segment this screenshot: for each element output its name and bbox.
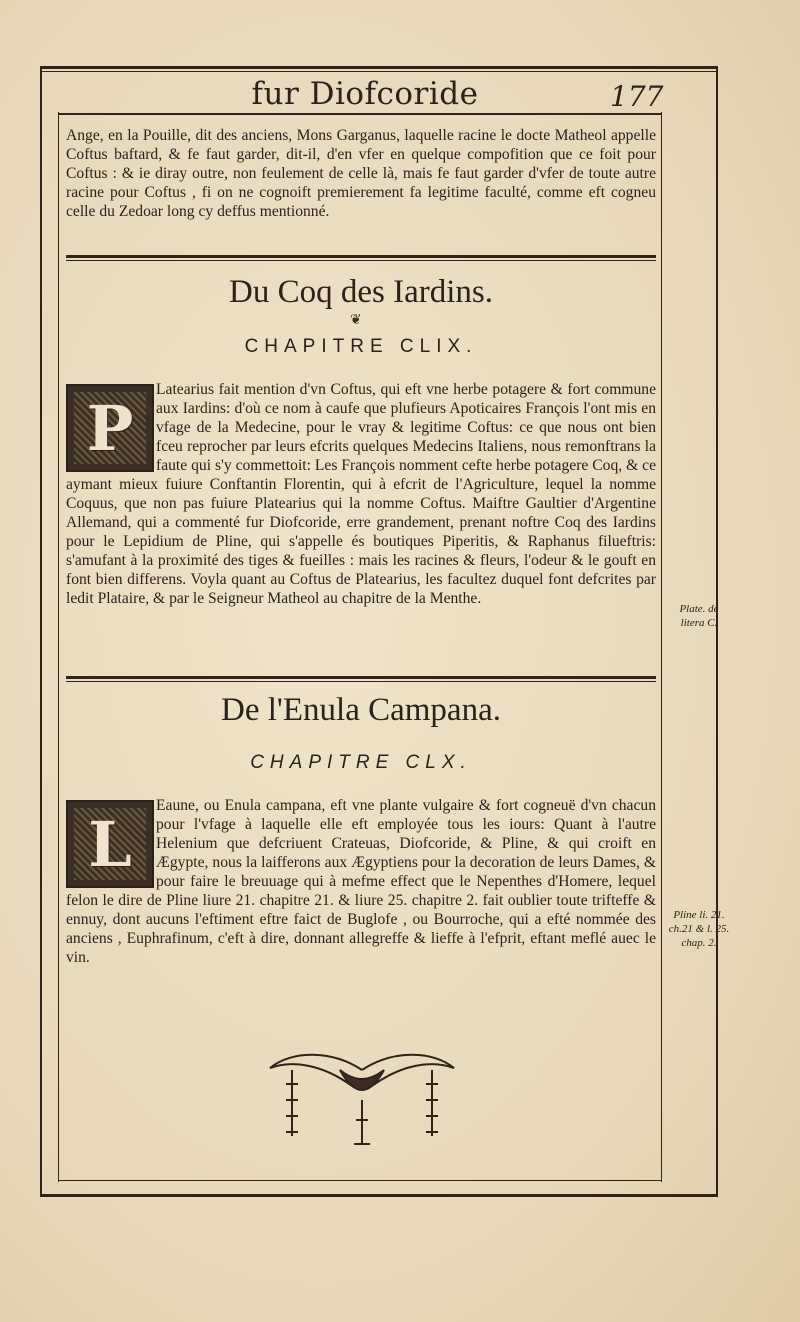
section1-body: Latearius fait mention d'vn Coftus, qui eft vne herbe potagere & fort commune aux Iardins: d'où ce nom à caufe que plufieurs Apoticaires François l'ont mis en vfage de la Medecine, pour le vray & legitime Coftus: ce que nous ont bien fceu reprocher par leurs efcrits quelques Medecins Italiens, nous remonftrans la faute qui s'y commettoit: Les François nomment cefte herbe potagere Coq, & ce aymant mieux fuiure Conftantin Florentin, qui à efcrit de l'Agriculture, lequel la nomme Coquus, que non pas fuiure Platearius qui la nomme Coftus. Maiftre Gaultier d'Argentine Allemand, qui a commenté fur Diofcoride, erre grandement, prenant noftre Coq des Iardins pour le Lepidium de Pline, qui s'appelle és boutiques Piperitis, & Raphanus filueftris: s'amufant à la proximité des tiges & fueilles : mais les racines & fleurs, l'odeur & le gouft en font bien differens. Voyla quant au Coftus de Platearius, les facultez duquel font defcrites par ledit Plataire, & par le Seigneur Matheol au chapitre de la Menthe. bbox=[66, 381, 656, 607]
frame-bottom-rule bbox=[40, 1194, 718, 1197]
fleuron-ornament: ❦ bbox=[350, 312, 362, 328]
section2-chapter: CHAPITRE CLX. bbox=[250, 752, 472, 773]
ornament-pendant-right bbox=[426, 1070, 438, 1136]
section2-title: De l'Enula Campana. bbox=[221, 692, 501, 728]
drop-cap-spacer bbox=[66, 380, 156, 466]
section1-top-rule-thin bbox=[66, 260, 656, 261]
frame-right-rule bbox=[716, 66, 718, 1196]
text-column-right-rule bbox=[661, 112, 662, 1182]
section2-top-rule bbox=[66, 676, 656, 679]
margin-note-platearius: Plate. de litera C. bbox=[679, 603, 719, 629]
frame-left-rule bbox=[40, 66, 42, 1196]
section1-top-rule bbox=[66, 255, 656, 258]
intro-paragraph: Ange, en la Pouille, dit des anciens, Mons Garganus, laquelle racine le docte Matheol appelle Coftus baftard, & fe faut garder, dit-il, d'en vfer en quelque compofition que ce foit pour Coftus : & ie diray outre, non feulement de celle là, mais fe faut garder d'vfer de toute autre racine pour Coftus , fi on ne cognoift premierement fa legitime faculté, comme eft cogneu celle du Zedoar long cy deffus mentionné. bbox=[66, 127, 656, 220]
running-header-title: fur Diofcoride bbox=[251, 76, 479, 112]
margin-note-pline: Pline li. 21. ch.21 & l. 25. chap. 2. bbox=[668, 909, 730, 949]
drop-cap-letter: L bbox=[88, 807, 132, 881]
section1-title: Du Coq des Iardins. bbox=[229, 274, 493, 310]
ornament-tassel bbox=[354, 1100, 370, 1144]
header-underline bbox=[58, 113, 662, 115]
frame-top-rule-thin bbox=[40, 71, 718, 72]
text-column-left-rule bbox=[58, 112, 59, 1182]
section2-top-rule-thin bbox=[66, 681, 656, 682]
page-number: 177 bbox=[610, 80, 664, 113]
drop-cap-letter: P bbox=[86, 391, 134, 465]
ornament-pendant-left bbox=[286, 1070, 298, 1136]
section2-body: Eaune, ou Enula campana, eft vne plante vulgaire & fort cogneuë d'vn chacun pour l'vfage à laquelle elle eft employée tous les iours: Quant à l'autre Helenium que defcriuent Crateuas, Diofcoride, & Pline, & qui croift en Ægypte, nous la laifferons aux Ægyptiens pour la decoration de leurs Dames, & pour faire le breuuage qui à mefme effect que le Nepenthes d'Homere, lequel felon le dire de Pline liure 21. chapitre 21. & liure 25. chapitre 2. fait oublier toute trifteffe & ennuy, dont aucuns l'eftiment eftre faict de Buglofe , ou Bourroche, qui a efté nommée des anciens , Euphrafinum, c'eft à dire, donnant allegreffe & lieffe à l'efprit, eftant meflé auec le vin. bbox=[66, 797, 656, 966]
ornament-mask bbox=[340, 1070, 384, 1090]
frame-top-rule bbox=[40, 66, 718, 69]
section1-chapter: CHAPITRE CLIX. bbox=[244, 336, 478, 357]
tailpiece-ornament bbox=[262, 1040, 462, 1152]
drop-cap-spacer bbox=[66, 796, 156, 882]
text-bottom-rule bbox=[58, 1180, 662, 1181]
